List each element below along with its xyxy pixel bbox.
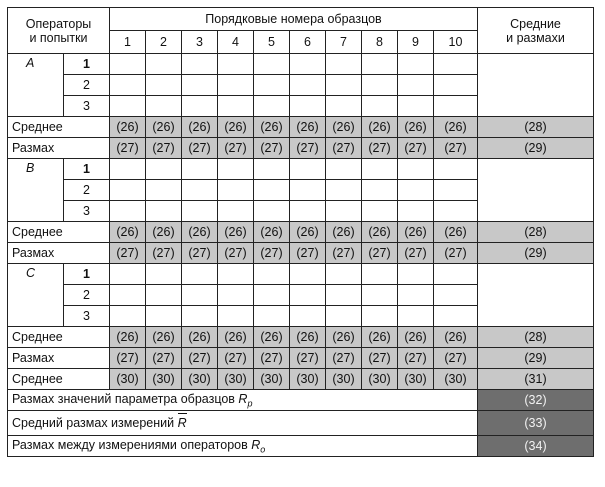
rbar-row-text: Средний размах измерений <box>12 416 178 430</box>
measurement-cell <box>326 54 362 75</box>
trial-row <box>8 159 594 180</box>
header-row-top <box>8 8 594 31</box>
measurement-cell <box>362 306 398 327</box>
trial-number: 3 <box>64 96 110 117</box>
mean-cell: (26) <box>254 222 290 243</box>
rbar-row-value: (33) <box>478 411 594 436</box>
mean-cell: (26) <box>398 222 434 243</box>
measurement-cell <box>218 264 254 285</box>
measurement-cell <box>182 285 218 306</box>
measurement-cell <box>398 201 434 222</box>
measurement-cell <box>398 159 434 180</box>
overall-mean-cell: (30) <box>362 369 398 390</box>
range-row <box>8 243 594 264</box>
mean-cell: (26) <box>434 327 478 348</box>
operators-header <box>8 8 110 54</box>
measurement-cell <box>290 264 326 285</box>
mean-cell: (26) <box>110 222 146 243</box>
range-label: Размах <box>8 243 110 264</box>
mean-cell: (26) <box>434 222 478 243</box>
mean-cell: (26) <box>218 117 254 138</box>
range-cell: (27) <box>254 348 290 369</box>
range-row <box>8 138 594 159</box>
rp-row-subscript: p <box>247 398 253 409</box>
mean-label: Среднее <box>8 327 110 348</box>
overall-mean-cell: (30) <box>398 369 434 390</box>
mean-cell: (26) <box>398 117 434 138</box>
overall-mean-cell: (30) <box>146 369 182 390</box>
mean-cell: (26) <box>182 117 218 138</box>
measurement-cell <box>110 264 146 285</box>
range-cell: (27) <box>218 348 254 369</box>
measurement-cell <box>110 75 146 96</box>
measurement-cell <box>110 180 146 201</box>
measurement-cell <box>254 201 290 222</box>
measurement-cell <box>110 306 146 327</box>
range-cell: (27) <box>146 348 182 369</box>
rp-row-symbol: R <box>238 391 248 406</box>
overall-mean-cell: (30) <box>182 369 218 390</box>
range-cell: (27) <box>182 243 218 264</box>
measurement-cell <box>434 264 478 285</box>
rbar-row-label <box>8 411 478 436</box>
measurement-cell <box>434 54 478 75</box>
overall-mean-label: Среднее <box>8 369 110 390</box>
measurement-cell <box>326 159 362 180</box>
sample-number-header: 9 <box>398 31 434 54</box>
range-cell: (27) <box>254 243 290 264</box>
range-cell: (27) <box>182 138 218 159</box>
measurement-cell <box>146 159 182 180</box>
range-cell: (27) <box>290 243 326 264</box>
sample-number-header: 8 <box>362 31 398 54</box>
measurement-cell <box>362 201 398 222</box>
measurement-cell <box>182 306 218 327</box>
range-summary-cell: (29) <box>478 138 594 159</box>
trial-number: 1 <box>64 264 110 285</box>
overall-mean-cell: (30) <box>326 369 362 390</box>
measurement-cell <box>146 180 182 201</box>
range-cell: (27) <box>290 138 326 159</box>
measurement-cell <box>398 306 434 327</box>
range-cell: (27) <box>290 348 326 369</box>
trial-number: 2 <box>64 285 110 306</box>
range-cell: (27) <box>362 243 398 264</box>
rp-row <box>8 390 594 411</box>
trial-number: 1 <box>64 54 110 75</box>
range-summary-cell: (29) <box>478 348 594 369</box>
measurement-cell <box>110 96 146 117</box>
measurement-cell <box>398 54 434 75</box>
mean-label: Среднее <box>8 222 110 243</box>
measurement-cell <box>182 75 218 96</box>
measurement-cell <box>434 180 478 201</box>
measurement-cell <box>362 285 398 306</box>
rp-row-label <box>8 390 478 411</box>
trial-row <box>8 264 594 285</box>
measurement-cell <box>326 96 362 117</box>
measurement-cell <box>326 285 362 306</box>
measurement-cell <box>326 180 362 201</box>
measurement-cell <box>326 75 362 96</box>
rbar-row-symbol: R <box>177 416 187 430</box>
sample-number-header: 4 <box>218 31 254 54</box>
operator-label: C <box>8 264 64 327</box>
measurement-cell <box>182 264 218 285</box>
ro-row-symbol: R <box>251 437 261 452</box>
measurement-form-table <box>7 7 594 457</box>
mean-label: Среднее <box>8 117 110 138</box>
mean-summary-cell: (28) <box>478 327 594 348</box>
ro-row-label <box>8 436 478 457</box>
measurement-cell <box>290 75 326 96</box>
measurement-cell <box>182 96 218 117</box>
measurement-cell <box>110 285 146 306</box>
range-cell: (27) <box>146 243 182 264</box>
mean-cell: (26) <box>434 117 478 138</box>
measurement-cell <box>398 264 434 285</box>
ro-row-value: (34) <box>478 436 594 457</box>
ro-row-subscript: o <box>260 444 266 455</box>
mean-cell: (26) <box>218 327 254 348</box>
measurement-cell <box>146 285 182 306</box>
mean-cell: (26) <box>326 117 362 138</box>
range-cell: (27) <box>362 138 398 159</box>
range-cell: (27) <box>110 138 146 159</box>
measurement-cell <box>398 96 434 117</box>
measurement-cell <box>326 264 362 285</box>
mean-cell: (26) <box>218 222 254 243</box>
mean-cell: (26) <box>146 117 182 138</box>
rp-row-text: Размах значений параметра образцов <box>12 391 239 406</box>
sample-number-header: 6 <box>290 31 326 54</box>
measurement-cell <box>254 285 290 306</box>
overall-mean-summary-cell: (31) <box>478 369 594 390</box>
ro-row <box>8 436 594 457</box>
sample-number-header: 1 <box>110 31 146 54</box>
measurement-cell <box>146 306 182 327</box>
measurement-cell <box>290 159 326 180</box>
range-cell: (27) <box>326 348 362 369</box>
range-cell: (27) <box>326 243 362 264</box>
mean-cell: (26) <box>362 117 398 138</box>
summary-header-line1: Средние <box>510 16 561 31</box>
measurement-cell <box>290 54 326 75</box>
measurement-cell <box>254 159 290 180</box>
mean-cell: (26) <box>362 222 398 243</box>
range-cell: (27) <box>398 348 434 369</box>
range-cell: (27) <box>218 243 254 264</box>
measurement-cell <box>434 285 478 306</box>
range-summary-cell: (29) <box>478 243 594 264</box>
measurement-cell <box>326 306 362 327</box>
measurement-cell <box>398 180 434 201</box>
measurement-cell <box>362 264 398 285</box>
range-label: Размах <box>8 348 110 369</box>
summary-header-line2: и размахи <box>506 30 565 45</box>
rbar-row <box>8 411 594 436</box>
range-cell: (27) <box>434 138 478 159</box>
measurement-cell <box>218 54 254 75</box>
range-cell: (27) <box>218 138 254 159</box>
measurement-cell <box>146 75 182 96</box>
sample-number-header: 3 <box>182 31 218 54</box>
rp-row-value: (32) <box>478 390 594 411</box>
overall-mean-cell: (30) <box>434 369 478 390</box>
measurement-cell <box>434 96 478 117</box>
summary-blank-cell <box>478 54 594 117</box>
measurement-cell <box>434 306 478 327</box>
range-cell: (27) <box>398 243 434 264</box>
trial-number: 2 <box>64 180 110 201</box>
trial-number: 3 <box>64 201 110 222</box>
range-label: Размах <box>8 138 110 159</box>
operators-header-line1: Операторы <box>25 16 92 31</box>
overall-mean-row <box>8 369 594 390</box>
operators-header-line2: и попытки <box>29 30 88 45</box>
range-cell: (27) <box>398 138 434 159</box>
mean-cell: (26) <box>254 117 290 138</box>
mean-row <box>8 327 594 348</box>
mean-cell: (26) <box>290 327 326 348</box>
measurement-cell <box>254 75 290 96</box>
mean-cell: (26) <box>290 222 326 243</box>
measurement-cell <box>218 96 254 117</box>
trial-number: 1 <box>64 159 110 180</box>
ro-row-text: Размах между измерениями операторов <box>12 437 252 452</box>
range-cell: (27) <box>362 348 398 369</box>
mean-cell: (26) <box>110 117 146 138</box>
mean-cell: (26) <box>146 327 182 348</box>
measurement-cell <box>218 306 254 327</box>
measurement-cell <box>326 201 362 222</box>
measurement-cell <box>182 159 218 180</box>
measurement-cell <box>146 264 182 285</box>
mean-cell: (26) <box>290 117 326 138</box>
measurement-cell <box>362 180 398 201</box>
measurement-cell <box>434 75 478 96</box>
measurement-cell <box>182 54 218 75</box>
measurement-cell <box>110 159 146 180</box>
sample-number-header: 10 <box>434 31 478 54</box>
mean-row <box>8 222 594 243</box>
measurement-cell <box>182 201 218 222</box>
measurement-cell <box>254 306 290 327</box>
measurement-cell <box>290 96 326 117</box>
range-cell: (27) <box>326 138 362 159</box>
measurement-cell <box>146 54 182 75</box>
measurement-cell <box>218 201 254 222</box>
measurement-cell <box>290 306 326 327</box>
measurement-cell <box>218 159 254 180</box>
mean-cell: (26) <box>326 327 362 348</box>
measurement-cell <box>254 264 290 285</box>
measurement-cell <box>290 285 326 306</box>
range-row <box>8 348 594 369</box>
summary-blank-cell <box>478 264 594 327</box>
range-cell: (27) <box>110 243 146 264</box>
range-cell: (27) <box>110 348 146 369</box>
sample-number-header: 7 <box>326 31 362 54</box>
mean-cell: (26) <box>326 222 362 243</box>
measurement-cell <box>290 180 326 201</box>
measurement-cell <box>434 201 478 222</box>
mean-cell: (26) <box>398 327 434 348</box>
measurement-cell <box>362 159 398 180</box>
overall-mean-cell: (30) <box>290 369 326 390</box>
range-cell: (27) <box>254 138 290 159</box>
mean-cell: (26) <box>182 222 218 243</box>
trial-row <box>8 54 594 75</box>
sample-number-header: 2 <box>146 31 182 54</box>
measurement-cell <box>398 75 434 96</box>
measurement-cell <box>146 201 182 222</box>
summary-header <box>478 8 594 54</box>
samples-header: Порядковые номера образцов <box>110 8 478 31</box>
mean-cell: (26) <box>362 327 398 348</box>
measurement-cell <box>362 75 398 96</box>
measurement-cell <box>146 96 182 117</box>
operator-label: A <box>8 54 64 117</box>
range-cell: (27) <box>146 138 182 159</box>
overall-mean-cell: (30) <box>110 369 146 390</box>
measurement-cell <box>254 180 290 201</box>
mean-row <box>8 117 594 138</box>
measurement-cell <box>290 201 326 222</box>
summary-blank-cell <box>478 159 594 222</box>
mean-summary-cell: (28) <box>478 117 594 138</box>
measurement-cell <box>218 285 254 306</box>
measurement-cell <box>398 285 434 306</box>
measurement-cell <box>218 180 254 201</box>
measurement-cell <box>434 159 478 180</box>
measurement-cell <box>254 96 290 117</box>
operator-label: B <box>8 159 64 222</box>
mean-cell: (26) <box>110 327 146 348</box>
sample-number-header: 5 <box>254 31 290 54</box>
overall-mean-cell: (30) <box>218 369 254 390</box>
range-cell: (27) <box>182 348 218 369</box>
trial-number: 2 <box>64 75 110 96</box>
mean-summary-cell: (28) <box>478 222 594 243</box>
measurement-cell <box>110 54 146 75</box>
mean-cell: (26) <box>254 327 290 348</box>
measurement-cell <box>110 201 146 222</box>
trial-number: 3 <box>64 306 110 327</box>
measurement-cell <box>362 54 398 75</box>
range-cell: (27) <box>434 243 478 264</box>
measurement-cell <box>182 180 218 201</box>
range-cell: (27) <box>434 348 478 369</box>
mean-cell: (26) <box>146 222 182 243</box>
measurement-cell <box>218 75 254 96</box>
overall-mean-cell: (30) <box>254 369 290 390</box>
mean-cell: (26) <box>182 327 218 348</box>
measurement-cell <box>254 54 290 75</box>
measurement-cell <box>362 96 398 117</box>
